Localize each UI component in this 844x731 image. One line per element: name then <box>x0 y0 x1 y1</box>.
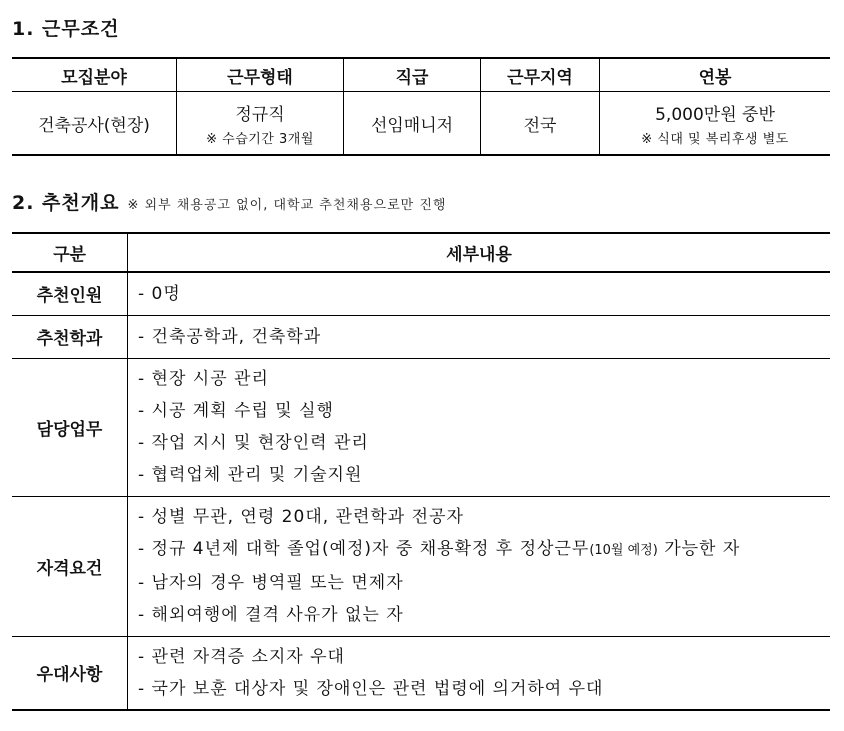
table-header-row <box>12 58 830 92</box>
list-item: - 협력업체 관리 및 기술지원 <box>138 465 363 485</box>
col-header-details: 세부내용 <box>128 233 831 272</box>
recommendation-table <box>12 232 830 711</box>
list-item: - 관련 자격증 소지자 우대 <box>138 646 345 667</box>
section1-title: 1. 근무조건 <box>12 18 120 40</box>
col-header-region: 근무지역 <box>481 58 600 92</box>
row-label: 담당업무 <box>12 358 128 496</box>
list-item: - 건축공학과, 건축학과 <box>138 326 322 347</box>
section2-note: ※ 외부 채용공고 없이, 대학교 추천채용으로만 진행 <box>127 198 447 213</box>
row-label: 우대사항 <box>12 636 128 710</box>
list-item: - 남자의 경우 병역필 또는 면제자 <box>138 573 404 593</box>
type-value: 정규직 <box>235 104 285 125</box>
section2-heading: 2. 추천개요 <box>12 192 120 214</box>
work-conditions-table <box>12 57 830 156</box>
table-header-row <box>12 233 830 272</box>
list-item: - 현장 시공 관리 <box>138 369 269 389</box>
row-items <box>128 315 831 358</box>
list-item: - 국가 보훈 대상자 및 장애인은 관련 법령에 의거하여 우대 <box>138 678 604 699</box>
list-item: - 시공 계획 수립 및 실행 <box>138 401 334 421</box>
cell-region: 전국 <box>481 92 600 156</box>
cell-field: 건축공사(현장) <box>12 92 177 156</box>
table-row <box>12 272 830 315</box>
list-item-text: - 정규 4년제 대학 졸업(예정)자 중 채용확정 후 정상근무 <box>138 539 590 559</box>
table-row <box>12 315 830 358</box>
type-note: ※ 수습기간 3개월 <box>206 131 314 147</box>
row-label: 자격요건 <box>12 496 128 636</box>
row-items <box>128 636 831 710</box>
salary-value: 5,000만원 중반 <box>655 104 775 125</box>
col-header-field: 모집분야 <box>12 58 177 92</box>
col-header-salary: 연봉 <box>600 58 831 92</box>
list-item: - 성별 무관, 연령 20대, 관련학과 전공자 <box>138 507 464 527</box>
list-item <box>138 533 830 567</box>
row-label: 추천인원 <box>12 272 128 315</box>
cell-type <box>177 92 344 156</box>
row-items <box>128 272 831 315</box>
col-header-category: 구분 <box>12 233 128 272</box>
row-items <box>128 358 831 496</box>
cell-salary <box>600 92 831 156</box>
col-header-rank: 직급 <box>344 58 481 92</box>
table-row <box>12 358 830 496</box>
list-item: - 작업 지시 및 현장인력 관리 <box>138 433 369 453</box>
row-label: 추천학과 <box>12 315 128 358</box>
row-items <box>128 496 831 636</box>
salary-note: ※ 식대 및 복리후생 별도 <box>641 131 789 147</box>
table-row <box>12 496 830 636</box>
list-item-tail: 가능한 자 <box>657 539 741 559</box>
col-header-type: 근무형태 <box>177 58 344 92</box>
table-row <box>12 636 830 710</box>
list-item: - 0명 <box>138 283 181 304</box>
table-row <box>12 92 830 156</box>
cell-rank: 선임매니저 <box>344 92 481 156</box>
list-item-small-note: (10월 예정) <box>589 543 658 558</box>
section2-title <box>12 188 446 215</box>
list-item: - 해외여행에 결격 사유가 없는 자 <box>138 605 404 625</box>
